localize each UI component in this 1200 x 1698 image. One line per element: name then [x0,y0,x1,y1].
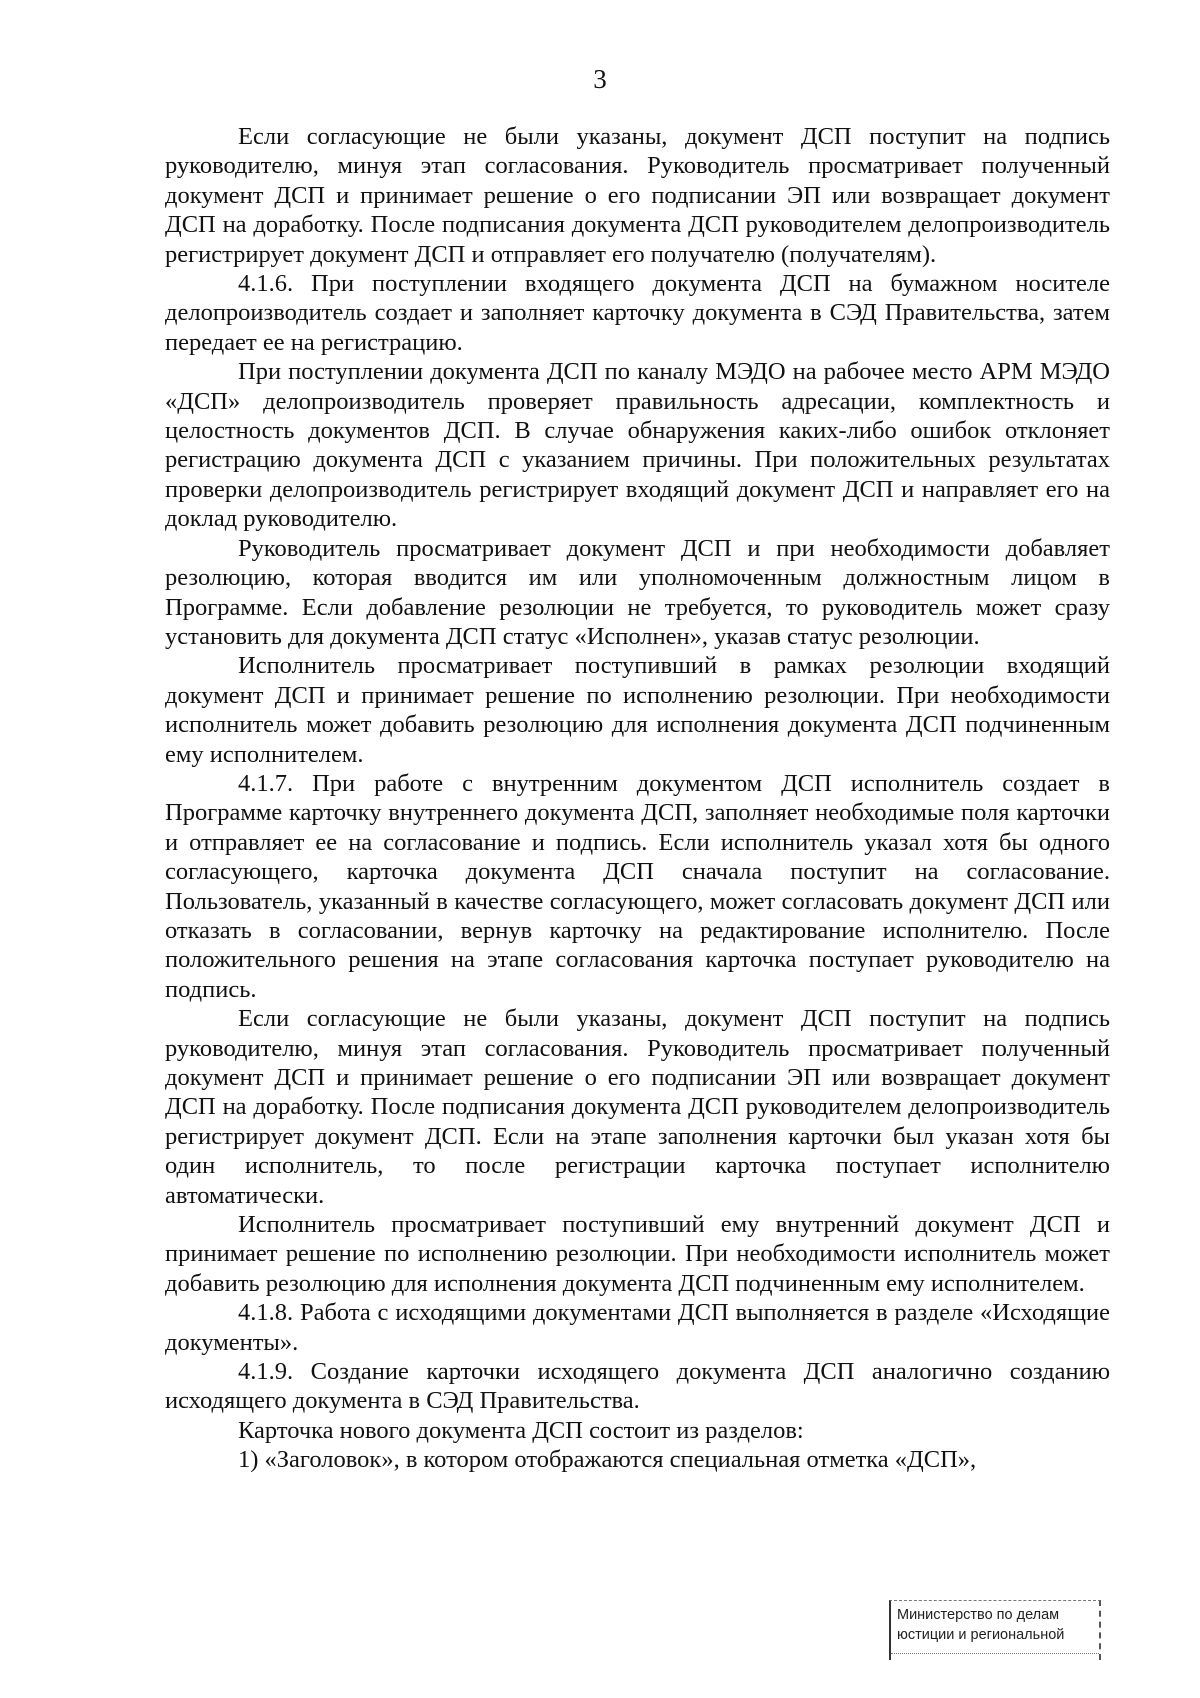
paragraph: 4.1.9. Создание карточки исходящего документа ДСП аналогично созданию исходящего документа в СЭД Правительства. [165,1358,1110,1415]
paragraph: 1) «Заголовок», в котором отображаются специальная отметка «ДСП», [238,1446,977,1474]
stamp-line-2: юстиции и региональной [897,1627,1065,1643]
stamp-line-1: Министерство по делам [897,1607,1060,1623]
document-body [165,122,1110,1475]
paragraph: При поступлении документа ДСП по каналу МЭДО на рабочее место АРМ МЭДО «ДСП» делопроизводитель проверяет правильность адресации, комплектность и целостность документов ДСП. В случае обнаружения каких-либо ошибок отклоняет регистрацию документа ДСП с указанием причины. При положительных результатах проверки делопроизводитель регистрирует входящий документ ДСП и направляет его на доклад руководителю. [165,358,1110,533]
paragraph: 4.1.7. При работе с внутренним документом ДСП исполнитель создает в Программе карточку внутреннего документа ДСП, заполняет необходимые поля карточки и отправляет ее на согласование и подпись. Если исполнитель указал хотя бы одного согласующего, карточка документа ДСП сначала поступит на согласование. Пользователь, указанный в качестве согласующего, может согласовать документ ДСП или отказать в согласовании, вернув карточку на редактирование исполнителю. После положительного решения на этапе согласования карточка поступает руководителю на подпись. [165,769,1110,1003]
paragraph: Исполнитель просматривает поступивший в рамках резолюции входящий документ ДСП и принимает решение по исполнению резолюции. При необходимости исполнитель может добавить резолюцию для исполнения документа ДСП подчиненным ему исполнителем. [165,652,1110,768]
stamp-dotted-line [891,1653,1099,1654]
paragraph: Исполнитель просматривает поступивший ему внутренний документ ДСП и принимает решение по исполнению резолюции. При необходимости исполнитель может добавить резолюцию для исполнения документа ДСП подчиненным ему исполнителем. [165,1211,1110,1297]
page-number: 3 [593,64,607,94]
paragraph: Если согласующие не были указаны, документ ДСП поступит на подпись руководителю, минуя этап согласования. Руководитель просматривает полученный документ ДСП и принимает решение о его подписании ЭП или возвращает документ ДСП на доработку. После подписания документа ДСП руководителем делопроизводитель регистрирует документ ДСП. Если на этапе заполнения карточки был указан хотя бы один исполнитель, то после регистрации карточка поступает исполнителю автоматически. [165,1005,1110,1209]
ministry-stamp [889,1600,1101,1660]
paragraph: Руководитель просматривает документ ДСП и при необходимости добавляет резолюцию, которая вводится им или уполномоченным должностным лицом в Программе. Если добавление резолюции не требуется, то руководитель может сразу установить для документа ДСП статус «Исполнен», указав статус резолюции. [165,534,1110,650]
paragraph: Карточка нового документа ДСП состоит из разделов: [238,1416,804,1444]
paragraph: Если согласующие не были указаны, документ ДСП поступит на подпись руководителю, минуя этап согласования. Руководитель просматривает полученный документ ДСП и принимает решение о его подписании ЭП или возвращает документ ДСП на доработку. После подписания документа ДСП руководителем делопроизводитель регистрирует документ ДСП и отправляет его получателю (получателям). [165,123,1110,268]
paragraph: 4.1.8. Работа с исходящими документами ДСП выполняется в разделе «Исходящие документы». [165,1299,1110,1356]
paragraph: 4.1.6. При поступлении входящего документа ДСП на бумажном носителе делопроизводитель создает и заполняет карточку документа в СЭД Правительства, затем передает ее на регистрацию. [165,270,1110,356]
